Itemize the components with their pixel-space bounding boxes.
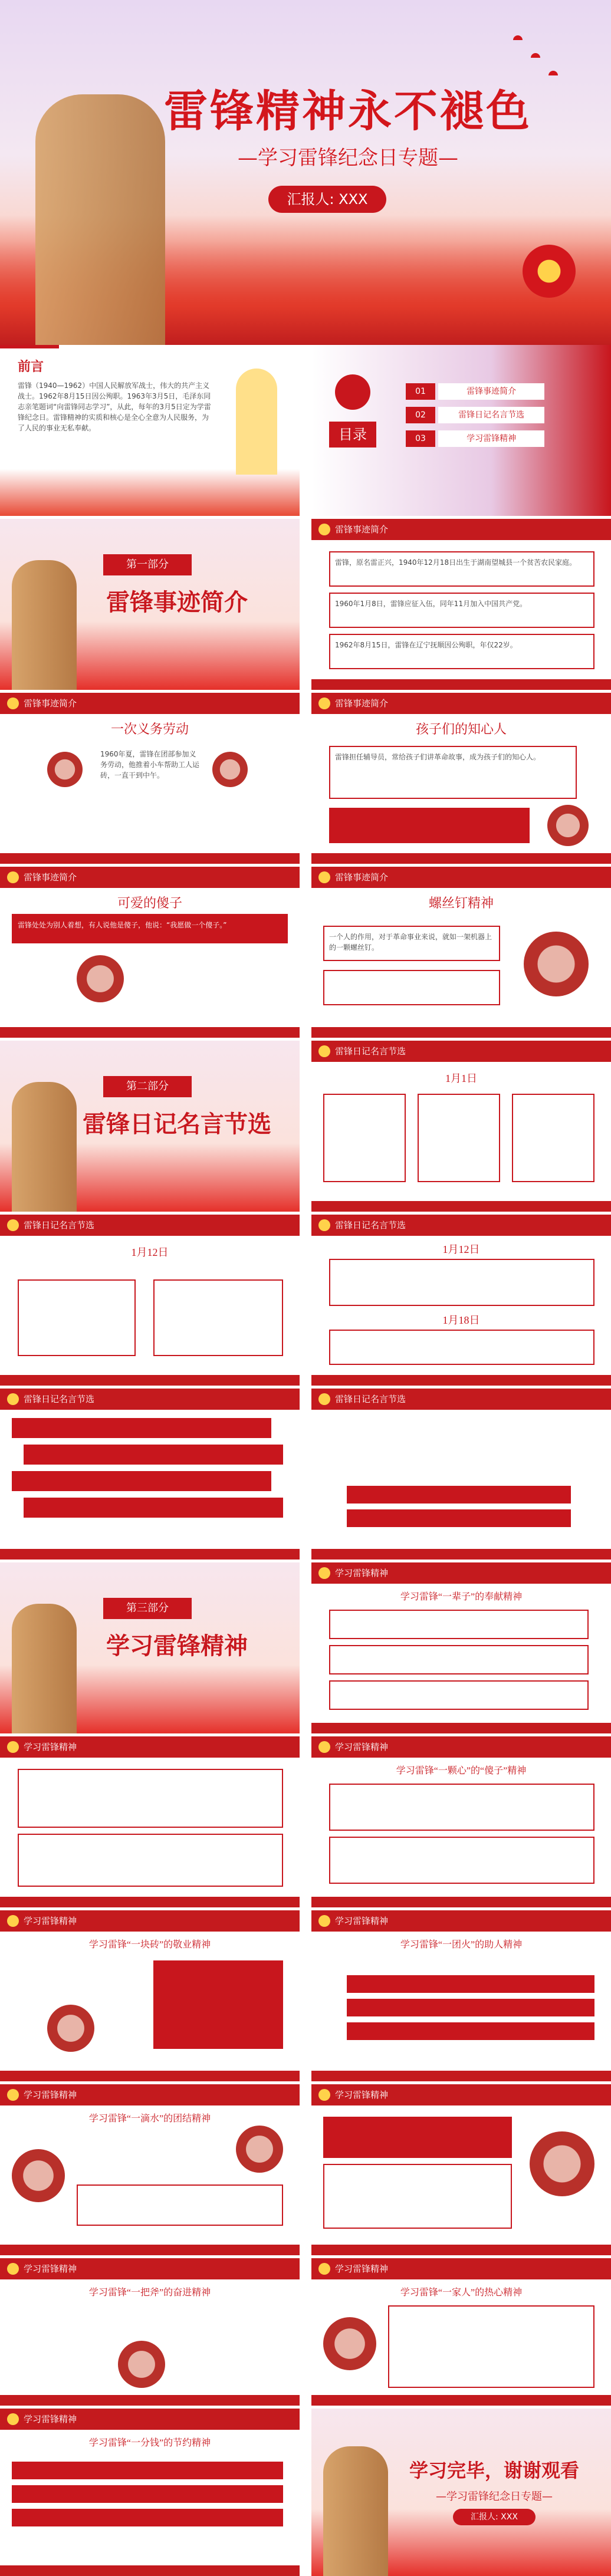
- statue-figure: [12, 1082, 77, 1212]
- portrait-image: [47, 2005, 94, 2052]
- bird-icon: [531, 53, 540, 58]
- emblem-icon: [7, 2413, 19, 2425]
- toc-item[interactable]: [406, 407, 583, 423]
- portrait-image: [530, 2131, 594, 2196]
- emblem-icon: [318, 524, 330, 535]
- spirit-slide: [0, 1910, 300, 2081]
- text-card: [77, 2184, 283, 2226]
- preface-slide: [0, 345, 300, 516]
- diary-card: [512, 1094, 594, 1182]
- toc-item[interactable]: [406, 383, 583, 400]
- text-card: [329, 1610, 589, 1639]
- quote-ribbon: [12, 2485, 283, 2503]
- emblem-icon: [7, 2263, 19, 2275]
- portrait-image: [47, 752, 83, 787]
- text-card: [329, 1784, 594, 1831]
- emblem-icon: [318, 1045, 330, 1057]
- spirit-title: 学习雷锋“一把斧”的奋进精神: [88, 2288, 211, 2298]
- story-text: 1960年夏，雷锋在团部参加义务劳动，他推着小车帮助工人运砖，一直干到中午。: [100, 750, 200, 779]
- emblem-icon: [318, 1219, 330, 1231]
- slide-bar-title: 雷锋日记名言节选: [335, 1220, 406, 1231]
- story-title: 可爱的傻子: [117, 896, 182, 910]
- emblem-icon: [318, 1393, 330, 1405]
- quote-ribbon: [24, 1498, 283, 1518]
- diary-card: [153, 1279, 283, 1356]
- emblem-icon: [7, 1393, 19, 1405]
- section-tag: 第一部分: [103, 554, 192, 575]
- section-tag: 第三部分: [103, 1598, 192, 1619]
- slide-bar-title: 雷锋日记名言节选: [335, 1046, 406, 1057]
- spirit-slide: [311, 1910, 611, 2081]
- reporter-badge: 汇报人: XXX: [268, 186, 386, 213]
- quote-ribbon: [12, 1471, 271, 1491]
- portrait-image: [524, 932, 589, 996]
- emblem-icon: [7, 1741, 19, 1753]
- slide-bar-title: 雷锋事迹简介: [24, 872, 77, 883]
- spirit-slide: [311, 2258, 611, 2406]
- story-text: 雷锋处处为别人着想，有人说他是傻子，他说：“我愿做一个傻子。”: [12, 914, 288, 943]
- slide-bar-title: 雷锋事迹简介: [335, 872, 389, 883]
- quote-ribbon: [24, 1445, 283, 1465]
- preface-body: 雷锋（1940—1962）中国人民解放军战士，伟大的共产主义战士。1962年8月15日因公殉职。1963年3月5日，毛泽东同志亲笔题词“向雷锋同志学习”，从此，每年的3月5日定为学雷锋纪念日。雷锋精神的实质和核心是全心全意为人民服务，为了人民的事业无私奉献。: [18, 381, 211, 432]
- diary-date: 1月18日: [442, 1314, 480, 1326]
- diary-slide: [0, 1215, 300, 1386]
- highlight-box: [153, 1960, 283, 2049]
- text-card: [18, 1769, 283, 1828]
- quote-ribbon: [347, 1509, 571, 1527]
- emblem-icon: [318, 1567, 330, 1579]
- ending-subtitle: —学习雷锋纪念日专题—: [436, 2491, 553, 2503]
- emblem-icon: [318, 871, 330, 883]
- slide-bar-title: 学习雷锋精神: [335, 2090, 389, 2100]
- diary-date: 1月1日: [445, 1072, 477, 1084]
- story-slide: [311, 693, 611, 864]
- highlight-box: [329, 808, 530, 843]
- intro-para: 1962年8月15日，雷锋在辽宁抚顺因公殉职，年仅22岁。: [329, 634, 594, 669]
- text-card: [329, 1837, 594, 1884]
- preface-heading: 前言: [18, 360, 44, 374]
- emblem-icon: [318, 1741, 330, 1753]
- diary-card: [323, 1094, 406, 1182]
- spirit-slide: [0, 1736, 300, 1907]
- toc-num: 03: [406, 430, 435, 447]
- diary-date: 1月12日: [442, 1243, 480, 1255]
- toc-text: 雷锋事迹简介: [438, 383, 544, 400]
- spirit-title: 学习雷锋“一滴水”的团结精神: [88, 2114, 211, 2124]
- spirit-title: 学习雷锋“一团火”的助人精神: [400, 1940, 523, 1950]
- slide-bar-title: 雷锋日记名言节选: [24, 1220, 95, 1231]
- text-card: [329, 1645, 589, 1674]
- cover-slide: [0, 0, 611, 345]
- toc-num: 01: [406, 383, 435, 400]
- emblem-icon: [318, 2263, 330, 2275]
- ending-slide: [311, 2409, 611, 2576]
- slide-bar-title: 雷锋事迹简介: [335, 524, 389, 535]
- emblem-icon: [318, 698, 330, 709]
- slide-bar-title: 雷锋事迹简介: [335, 698, 389, 709]
- spirit-slide: [311, 1562, 611, 1733]
- diary-card: [18, 1279, 136, 1356]
- section-tag: 第二部分: [103, 1076, 192, 1097]
- bird-icon: [548, 71, 558, 75]
- slide-bar-title: 学习雷锋精神: [24, 1742, 77, 1752]
- emblem-icon: [318, 1915, 330, 1927]
- diary-slide: [311, 1215, 611, 1386]
- section-3-slide: [0, 1562, 300, 1733]
- emblem-icon: [318, 2089, 330, 2101]
- portrait-image: [77, 955, 124, 1002]
- quote-ribbon: [347, 1999, 594, 2016]
- slide-bar-title: 学习雷锋精神: [335, 1916, 389, 1926]
- intro-slide: [311, 519, 611, 690]
- story-text: 雷锋担任辅导员，常给孩子们讲革命故事，成为孩子们的知心人。: [329, 746, 577, 799]
- emblem-icon: [7, 698, 19, 709]
- section-title: 雷锋日记名言节选: [83, 1110, 271, 1138]
- spirit-slide: [311, 1736, 611, 1907]
- diary-date: 1月12日: [131, 1246, 169, 1258]
- emblem-icon: [7, 2089, 19, 2101]
- diary-card: [329, 1259, 594, 1306]
- statue-figure: [323, 2446, 388, 2576]
- story-title: 一次义务劳动: [110, 722, 189, 736]
- torch-figure: [236, 369, 277, 475]
- text-card: [323, 970, 500, 1005]
- spirit-slide: [0, 2084, 300, 2255]
- spirit-title: 学习雷锋“一块砖”的敬业精神: [88, 1940, 211, 1950]
- toc-item[interactable]: [406, 430, 583, 447]
- spirit-slide: [311, 2084, 611, 2255]
- portrait-image: [212, 752, 248, 787]
- intro-para: 雷锋，原名雷正兴，1940年12月18日出生于湖南望城县一个贫苦农民家庭。: [329, 551, 594, 587]
- intro-para: 1960年1月8日，雷锋应征入伍，同年11月加入中国共产党。: [329, 593, 594, 628]
- quote-ribbon: [12, 2462, 283, 2479]
- text-card: [323, 2164, 512, 2229]
- slide-bar-title: 雷锋日记名言节选: [335, 1394, 406, 1404]
- spirit-slide: [0, 2258, 300, 2406]
- emblem-icon: [7, 1219, 19, 1231]
- slide-bar-title: 学习雷锋精神: [335, 1742, 389, 1752]
- section-title: 雷锋事迹简介: [106, 588, 248, 616]
- diary-text: [329, 1421, 594, 1480]
- toc-slide: [311, 345, 611, 516]
- toc-text: 雷锋日记名言节选: [438, 407, 544, 423]
- slide-bar-title: 学习雷锋精神: [335, 1568, 389, 1578]
- section-1-slide: [0, 519, 300, 690]
- slide-bar-title: 学习雷锋精神: [24, 2264, 77, 2274]
- spirit-title: 学习雷锋“一颗心”的“傻子”精神: [396, 1766, 527, 1776]
- cover-subtitle: —学习雷锋纪念日专题—: [238, 146, 458, 170]
- highlight-box: [323, 2117, 512, 2158]
- party-emblem-icon: [335, 374, 370, 410]
- text-card: [18, 1834, 283, 1887]
- toc-num: 02: [406, 407, 435, 423]
- quote-ribbon: [12, 2509, 283, 2526]
- story-text: 一个人的作用，对于革命事业来说，就如一架机器上的一颗螺丝钉。: [323, 926, 500, 961]
- text-card: [388, 2305, 594, 2388]
- quote-ribbon: [347, 1975, 594, 1993]
- portrait-image: [547, 805, 589, 846]
- section-2-slide: [0, 1041, 300, 1212]
- quote-ribbon: [347, 1486, 571, 1504]
- portrait-image: [236, 2126, 283, 2173]
- spirit-title: 学习雷锋“一分钱”的节约精神: [88, 2438, 211, 2448]
- quote-ribbon: [347, 2022, 594, 2040]
- toc-list: [406, 383, 583, 447]
- portrait-image: [323, 2317, 376, 2370]
- slide-bar-title: 学习雷锋精神: [24, 1916, 77, 1926]
- ending-title: 学习完毕，谢谢观看: [409, 2459, 579, 2482]
- reporter-badge: 汇报人: XXX: [453, 2509, 536, 2525]
- story-title: 孩子们的知心人: [415, 722, 507, 736]
- toc-text: 学习雷锋精神: [438, 430, 544, 447]
- diary-slide: [311, 1041, 611, 1212]
- statue-figure: [12, 560, 77, 690]
- story-slide: [0, 867, 300, 1038]
- spirit-title: 学习雷锋“一辈子”的奉献精神: [400, 1592, 523, 1602]
- portrait-image: [118, 2341, 165, 2388]
- diary-card: [329, 1330, 594, 1365]
- slide-bar-title: 学习雷锋精神: [24, 2414, 77, 2424]
- slide-bar-title: 雷锋事迹简介: [24, 698, 77, 709]
- city-skyline: [0, 469, 300, 516]
- portrait-image: [12, 2149, 65, 2202]
- slide-bar-title: 学习雷锋精神: [335, 2264, 389, 2274]
- story-title: 螺丝钉精神: [428, 896, 494, 910]
- quote-ribbon: [12, 1418, 271, 1438]
- bird-icon: [513, 35, 523, 40]
- story-slide: [311, 867, 611, 1038]
- slide-bar-title: 雷锋日记名言节选: [24, 1394, 95, 1404]
- toc-label: 目录: [329, 422, 376, 448]
- statue-figure: [12, 1604, 77, 1733]
- emblem-icon: [7, 871, 19, 883]
- section-title: 学习雷锋精神: [106, 1632, 248, 1660]
- party-emblem-icon: [523, 245, 576, 298]
- diary-slide: [0, 1389, 300, 1560]
- diary-card: [418, 1094, 500, 1182]
- emblem-icon: [7, 1915, 19, 1927]
- spirit-slide: [0, 2409, 300, 2576]
- story-slide: [0, 693, 300, 864]
- cover-title: 雷锋精神永不褪色: [164, 86, 532, 137]
- text-card: [12, 2305, 283, 2341]
- spirit-title: 学习雷锋“一家人”的热心精神: [400, 2288, 523, 2298]
- text-card: [329, 1680, 589, 1710]
- diary-slide: [311, 1389, 611, 1560]
- slide-bar-title: 学习雷锋精神: [24, 2090, 77, 2100]
